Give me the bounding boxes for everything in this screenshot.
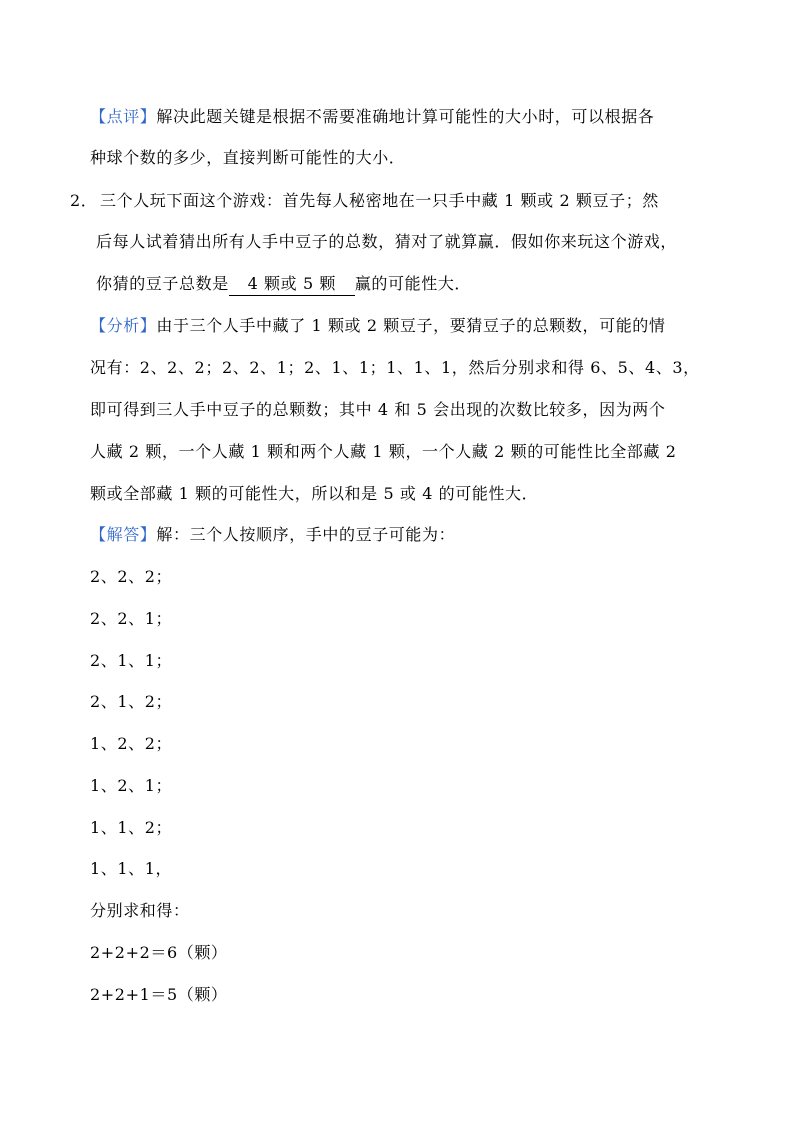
- question-text-3-before: 你猜的豆子总数是: [96, 274, 229, 293]
- question-number: 2．: [70, 191, 98, 210]
- comment-tag: 【点评】: [90, 107, 157, 126]
- analysis-text-4: 人藏 2 颗，一个人藏 1 颗和两个人藏 1 颗，一个人藏 2 颗的可能性比全部藏 2: [90, 442, 677, 461]
- analysis-line-3: [90, 398, 666, 422]
- combo-line: 1、1、1，: [90, 859, 173, 878]
- analysis-text-1: 由于三个人手中藏了 1 颗或 2 颗豆子，要猜豆子的总颗数，可能的情: [156, 316, 666, 335]
- answer-line-intro: [90, 523, 455, 547]
- question-text-2: 后每人试着猜出所有人手中豆子的总数，猜对了就算赢．假如你来玩这个游戏，: [96, 232, 678, 251]
- sum-line: 2+2+2＝6（颗）: [90, 943, 228, 962]
- question-line-1: [70, 189, 659, 213]
- question-text-1: 三个人玩下面这个游戏：首先每人秘密地在一只手中藏 1 颗或 2 颗豆子；然: [100, 191, 659, 210]
- analysis-line-5: [90, 482, 538, 506]
- question-line-2: [96, 230, 677, 254]
- analysis-line-2: [90, 356, 700, 380]
- answer-tag: 【解答】: [90, 525, 157, 544]
- combo-line: 2、1、1；: [90, 651, 173, 670]
- sum-intro: 分别求和得：: [90, 901, 190, 920]
- comment-line-1: [90, 105, 654, 129]
- analysis-text-2: 况有：2、2、2；2、2、1；2、1、1；1、1、1，然后分别求和得 6、5、4、3，: [90, 358, 700, 377]
- combo-line: 1、1、2；: [90, 818, 173, 837]
- analysis-line-1: [90, 314, 666, 338]
- comment-text-2: 种球个数的多少，直接判断可能性的大小．: [90, 148, 406, 167]
- analysis-line-4: [90, 440, 676, 464]
- combo-line: 2、1、2；: [90, 692, 173, 711]
- answer-intro: 解：三个人按顺序，手中的豆子可能为：: [156, 525, 456, 544]
- combo-line: 1、2、1；: [90, 776, 173, 795]
- analysis-tag: 【分析】: [90, 316, 157, 335]
- comment-text-1: 解决此题关键是根据不需要准确地计算可能性的大小时，可以根据各: [156, 107, 655, 126]
- analysis-text-5: 颗或全部藏 1 颗的可能性大，所以和是 5 或 4 的可能性大．: [90, 484, 539, 503]
- analysis-text-3: 即可得到三人手中豆子的总颗数；其中 4 和 5 会出现的次数比较多，因为两个: [90, 400, 666, 419]
- combo-line: 1、2、2；: [90, 734, 173, 753]
- answer-blank: 4 颗或 5 颗: [229, 273, 355, 296]
- combo-line: 2、2、2；: [90, 567, 173, 586]
- sum-line: 2+2+1＝5（颗）: [90, 985, 228, 1004]
- comment-line-2: [90, 146, 405, 170]
- question-line-3: [96, 272, 471, 296]
- combo-line: 2、2、1；: [90, 609, 173, 628]
- question-text-3-after: 赢的可能性大．: [354, 274, 472, 293]
